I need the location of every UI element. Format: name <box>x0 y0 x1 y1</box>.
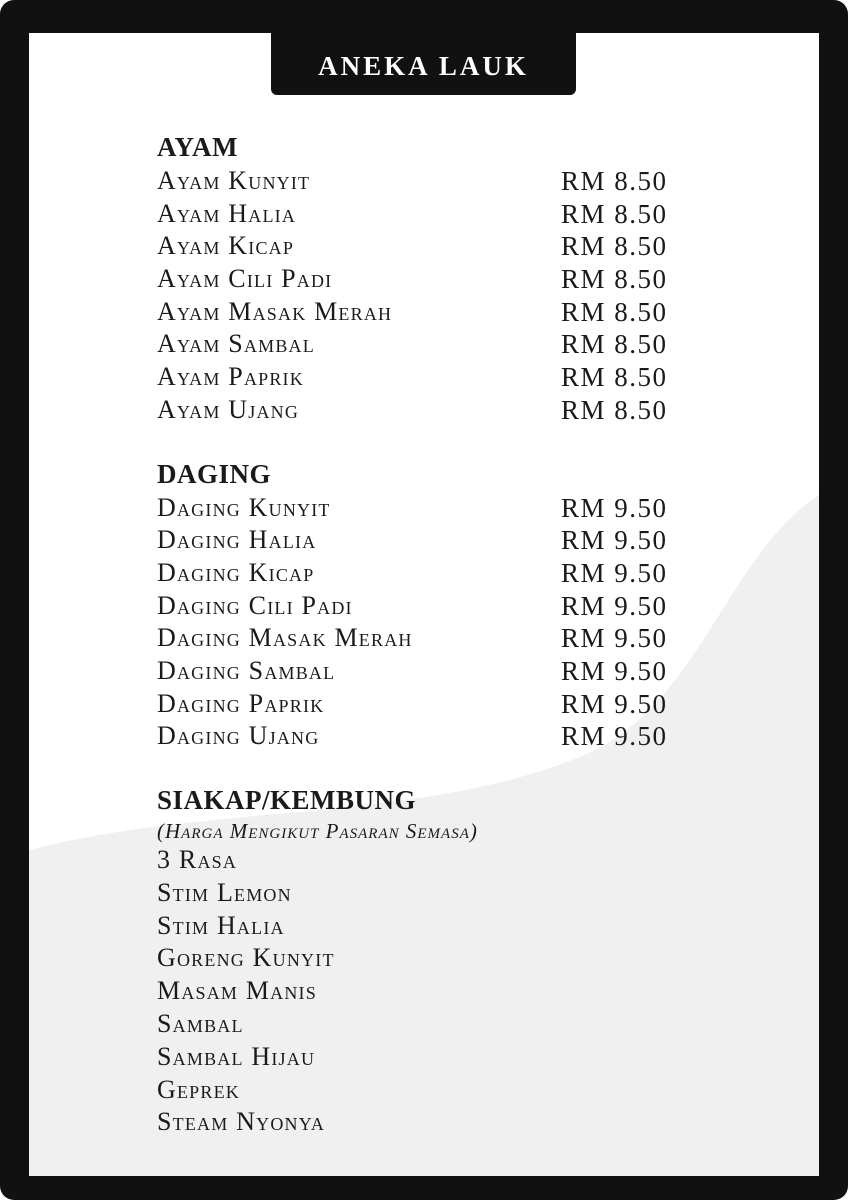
menu-item-row <box>157 524 677 557</box>
menu-item-row <box>157 361 677 394</box>
menu-item-name: Ayam Masak Merah <box>157 296 393 326</box>
menu-item-name: Geprek <box>157 1074 240 1104</box>
menu-item-name: Stim Halia <box>157 910 285 940</box>
menu-item-price: RM 8.50 <box>561 198 668 229</box>
menu-title: ANEKA LAUK <box>318 50 529 81</box>
menu-item-name: Daging Sambal <box>157 655 336 685</box>
menu-item-row <box>157 296 677 329</box>
menu-item-row <box>157 720 677 753</box>
menu-item-name: Ayam Ujang <box>157 394 300 424</box>
menu-item-row <box>157 165 677 198</box>
menu-item-name: Steam Nyonya <box>157 1107 326 1137</box>
menu-item-price: RM 8.50 <box>561 394 668 425</box>
price-note: (Harga Mengikut Pasaran Semasa) <box>157 819 478 843</box>
menu-item-row <box>157 263 677 296</box>
title-tab <box>271 31 576 95</box>
menu-item-row <box>157 198 677 231</box>
menu-item-name: Stim Lemon <box>157 877 292 907</box>
menu-item-name: Daging Masak Merah <box>157 623 413 653</box>
menu-item-name: Ayam Halia <box>157 198 297 228</box>
menu-item-price: RM 8.50 <box>561 329 668 360</box>
menu-item-name: Sambal Hijau <box>157 1041 316 1071</box>
menu-item-price: RM 8.50 <box>561 362 668 393</box>
menu-item-price: RM 9.50 <box>561 623 668 654</box>
menu-item-price: RM 9.50 <box>561 557 668 588</box>
section-title: DAGING <box>157 458 272 489</box>
section-ayam <box>157 129 677 427</box>
menu-item-name: Ayam Cili Padi <box>157 264 333 294</box>
menu-item-row <box>157 492 677 525</box>
menu-item-price: RM 9.50 <box>561 721 668 752</box>
menu-item-row <box>157 622 677 655</box>
menu-item-name: Goreng Kunyit <box>157 943 335 973</box>
menu-item-price: RM 8.50 <box>561 296 668 327</box>
menu-item-name: Ayam Sambal <box>157 329 315 359</box>
section-title: SIAKAP/KEMBUNG <box>157 785 417 815</box>
menu-item-name: Ayam Kunyit <box>157 166 311 195</box>
menu-item-price: RM 9.50 <box>561 655 668 686</box>
section-siakap-kembung <box>157 782 677 1139</box>
menu-item-row <box>157 230 677 263</box>
menu-item-name: Ayam Kicap <box>157 231 295 261</box>
menu-item-name: Daging Kicap <box>157 557 315 587</box>
section-title: AYAM <box>157 132 239 162</box>
menu-item-name: Daging Kunyit <box>157 492 331 522</box>
menu-item-name: Masam Manis <box>157 976 317 1006</box>
menu-item-price: RM 9.50 <box>561 525 668 556</box>
menu-item-row <box>157 688 677 721</box>
menu-item-price: RM 8.50 <box>561 166 668 196</box>
section-daging <box>157 456 677 754</box>
menu-item-price: RM 8.50 <box>561 264 668 295</box>
menu-item-price: RM 8.50 <box>561 231 668 262</box>
menu-item-row <box>157 655 677 688</box>
menu-item-row <box>157 328 677 361</box>
menu-item-row <box>157 394 677 427</box>
menu-item-name: 3 Rasa <box>157 845 238 874</box>
menu-item-name: Sambal <box>157 1008 244 1038</box>
menu-item-row <box>157 590 677 623</box>
menu-item-row <box>157 557 677 590</box>
menu-item-price: RM 9.50 <box>561 492 668 523</box>
menu-item-price: RM 9.50 <box>561 590 668 621</box>
menu-item-price: RM 9.50 <box>561 688 668 719</box>
menu-item-name: Daging Cili Padi <box>157 590 353 620</box>
menu-item-name: Ayam Paprik <box>157 362 304 392</box>
menu-item-name: Daging Paprik <box>157 688 325 718</box>
menu-item-name: Daging Ujang <box>157 721 320 751</box>
menu-content <box>157 129 677 1168</box>
menu-item-name: Daging Halia <box>157 525 317 555</box>
